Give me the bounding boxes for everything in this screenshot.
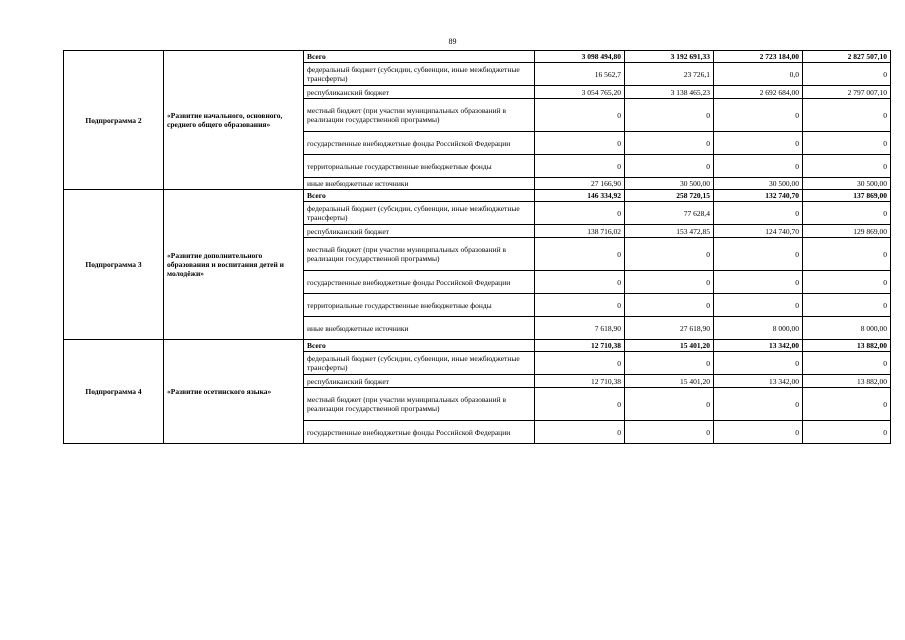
funding-source: Всего xyxy=(304,190,535,202)
amount-cell: 30 500,00 xyxy=(625,178,714,190)
amount-cell: 0 xyxy=(625,421,714,444)
funding-source: республиканский бюджет xyxy=(304,375,535,388)
amount-cell: 30 500,00 xyxy=(714,178,803,190)
amount-cell: 0 xyxy=(625,132,714,155)
amount-cell: 0 xyxy=(535,99,625,132)
amount-cell: 0 xyxy=(714,238,803,271)
amount-cell: 0 xyxy=(803,132,891,155)
amount-cell: 0 xyxy=(803,421,891,444)
amount-cell: 0 xyxy=(535,388,625,421)
amount-cell: 0 xyxy=(535,132,625,155)
amount-cell: 16 562,7 xyxy=(535,63,625,86)
amount-cell: 153 472,85 xyxy=(625,225,714,238)
funding-source: местный бюджет (при участии муниципальных образований в реализации государственной программы) xyxy=(304,238,535,271)
amount-cell: 0 xyxy=(714,421,803,444)
amount-cell: 0 xyxy=(803,294,891,317)
amount-cell: 0 xyxy=(803,271,891,294)
funding-source: государственные внебюджетные фонды Российской Федерации xyxy=(304,271,535,294)
amount-cell: 3 138 465,23 xyxy=(625,86,714,99)
amount-cell: 129 869,00 xyxy=(803,225,891,238)
subprogram-name: «Развитие осетинского языка» xyxy=(164,340,304,444)
amount-cell: 0 xyxy=(714,155,803,178)
amount-cell: 0 xyxy=(803,63,891,86)
amount-cell: 0 xyxy=(803,202,891,225)
amount-cell: 0 xyxy=(625,155,714,178)
amount-cell: 30 500,00 xyxy=(803,178,891,190)
amount-cell: 13 882,00 xyxy=(803,340,891,352)
amount-cell: 2 827 507,10 xyxy=(803,51,891,63)
amount-cell: 0 xyxy=(803,352,891,375)
subprogram-label: Подпрограмма 2 xyxy=(64,51,164,190)
amount-cell: 2 723 184,00 xyxy=(714,51,803,63)
funding-source: местный бюджет (при участии муниципальных образований в реализации государственной программы) xyxy=(304,388,535,421)
funding-source: республиканский бюджет xyxy=(304,86,535,99)
amount-cell: 0 xyxy=(535,421,625,444)
budget-table-body xyxy=(64,51,891,444)
funding-source: государственные внебюджетные фонды Российской Федерации xyxy=(304,421,535,444)
amount-cell: 13 882,00 xyxy=(803,375,891,388)
amount-cell: 3 098 494,80 xyxy=(535,51,625,63)
page-number: 89 xyxy=(448,37,457,46)
amount-cell: 0 xyxy=(714,388,803,421)
amount-cell: 0 xyxy=(714,271,803,294)
amount-cell: 0 xyxy=(535,352,625,375)
amount-cell: 124 740,70 xyxy=(714,225,803,238)
amount-cell: 8 000,00 xyxy=(714,317,803,340)
amount-cell: 13 342,00 xyxy=(714,340,803,352)
amount-cell: 27 166,90 xyxy=(535,178,625,190)
amount-cell: 138 716,02 xyxy=(535,225,625,238)
amount-cell: 0 xyxy=(803,99,891,132)
funding-source: федеральный бюджет (субсидии, субвенции, иные межбюджетные трансферты) xyxy=(304,352,535,375)
amount-cell: 3 192 691,33 xyxy=(625,51,714,63)
amount-cell: 132 740,70 xyxy=(714,190,803,202)
table-row-total xyxy=(64,51,891,63)
subprogram-label: Подпрограмма 3 xyxy=(64,190,164,340)
amount-cell: 13 342,00 xyxy=(714,375,803,388)
amount-cell: 77 628,4 xyxy=(625,202,714,225)
amount-cell: 0 xyxy=(625,388,714,421)
table-row-total xyxy=(64,340,891,352)
amount-cell: 2 692 684,00 xyxy=(714,86,803,99)
funding-source: республиканский бюджет xyxy=(304,225,535,238)
amount-cell: 0 xyxy=(714,202,803,225)
amount-cell: 3 054 765,20 xyxy=(535,86,625,99)
funding-source: территориальные государственные внебюджетные фонды xyxy=(304,155,535,178)
subprogram-label: Подпрограмма 4 xyxy=(64,340,164,444)
amount-cell: 0 xyxy=(803,155,891,178)
amount-cell: 0 xyxy=(625,99,714,132)
amount-cell: 0 xyxy=(714,352,803,375)
amount-cell: 15 401,20 xyxy=(625,375,714,388)
amount-cell: 0 xyxy=(535,155,625,178)
table-row-total xyxy=(64,190,891,202)
funding-source: федеральный бюджет (субсидии, субвенции, иные межбюджетные трансферты) xyxy=(304,63,535,86)
funding-source: федеральный бюджет (субсидии, субвенции, иные межбюджетные трансферты) xyxy=(304,202,535,225)
amount-cell: 12 710,38 xyxy=(535,340,625,352)
amount-cell: 0 xyxy=(714,294,803,317)
funding-source: государственные внебюджетные фонды Российской Федерации xyxy=(304,132,535,155)
funding-source: Всего xyxy=(304,51,535,63)
amount-cell: 0 xyxy=(625,238,714,271)
amount-cell: 0 xyxy=(535,294,625,317)
funding-source: Всего xyxy=(304,340,535,352)
amount-cell: 146 334,92 xyxy=(535,190,625,202)
amount-cell: 0 xyxy=(803,388,891,421)
amount-cell: 0 xyxy=(714,132,803,155)
subprogram-name: «Развитие дополнительного образования и воспитания детей и молодёжи» xyxy=(164,190,304,340)
amount-cell: 12 710,38 xyxy=(535,375,625,388)
amount-cell: 0 xyxy=(625,271,714,294)
amount-cell: 8 000,00 xyxy=(803,317,891,340)
amount-cell: 0 xyxy=(714,99,803,132)
budget-table xyxy=(63,50,891,444)
amount-cell: 0 xyxy=(535,271,625,294)
amount-cell: 7 618,90 xyxy=(535,317,625,340)
amount-cell: 27 618,90 xyxy=(625,317,714,340)
amount-cell: 0 xyxy=(535,238,625,271)
amount-cell: 0,0 xyxy=(714,63,803,86)
funding-source: местный бюджет (при участии муниципальных образований в реализации государственной программы) xyxy=(304,99,535,132)
amount-cell: 0 xyxy=(535,202,625,225)
amount-cell: 258 720,15 xyxy=(625,190,714,202)
amount-cell: 137 869,00 xyxy=(803,190,891,202)
subprogram-name: «Развитие начального, основного, среднего общего образования» xyxy=(164,51,304,190)
amount-cell: 0 xyxy=(625,352,714,375)
amount-cell: 2 797 007,10 xyxy=(803,86,891,99)
funding-source: территориальные государственные внебюджетные фонды xyxy=(304,294,535,317)
funding-source: иные внебюджетные источники xyxy=(304,178,535,190)
amount-cell: 0 xyxy=(803,238,891,271)
funding-source: иные внебюджетные источники xyxy=(304,317,535,340)
amount-cell: 23 726,1 xyxy=(625,63,714,86)
amount-cell: 0 xyxy=(625,294,714,317)
amount-cell: 15 401,20 xyxy=(625,340,714,352)
